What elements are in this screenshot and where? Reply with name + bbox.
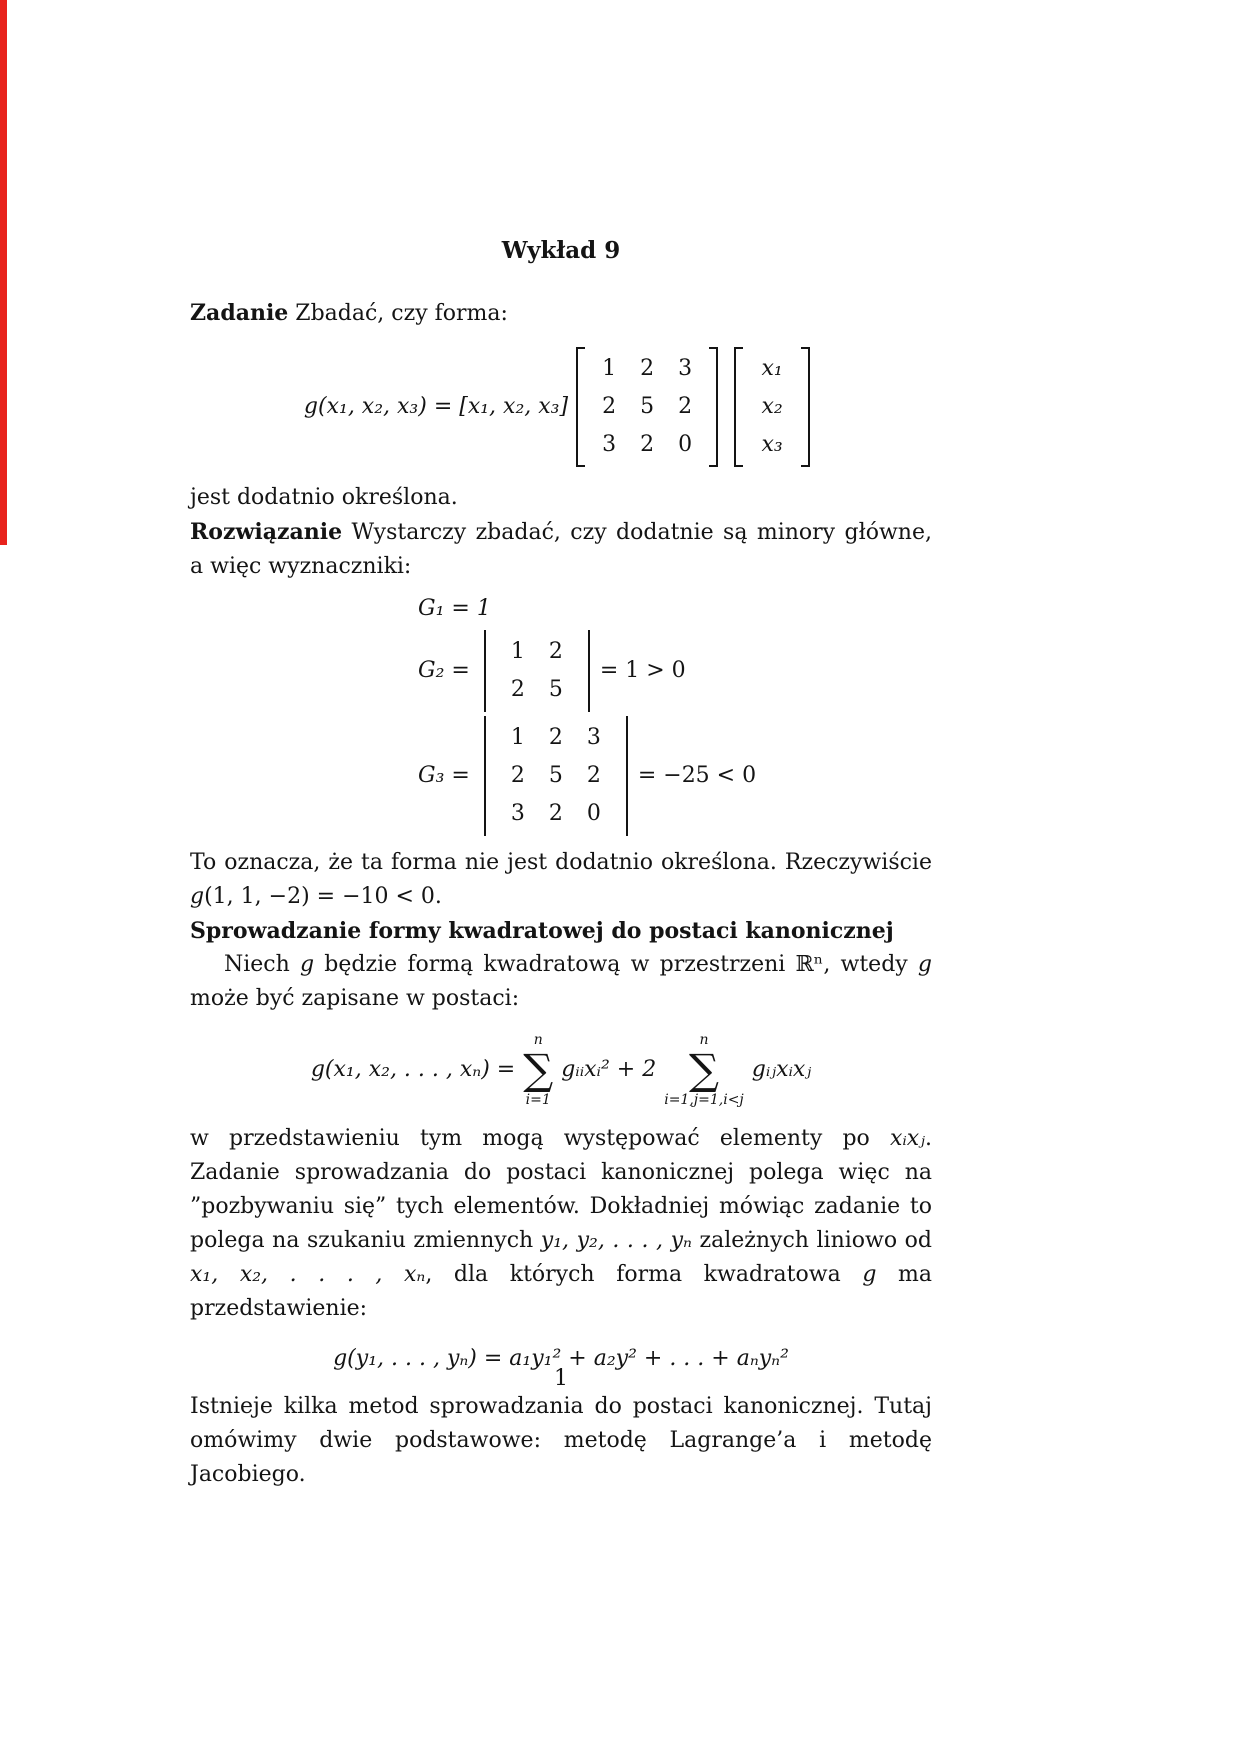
matrix-cell: 2 <box>602 394 617 419</box>
g2-lhs: G₂ = <box>418 658 470 683</box>
matrix-cell: 3 <box>510 801 525 826</box>
vector-cell: x₃ <box>761 432 783 457</box>
summation-operator <box>664 1032 744 1108</box>
sum-lower-limit: i=1 <box>525 1092 551 1108</box>
vector-cell: x₁ <box>761 356 783 381</box>
red-edge-bar <box>0 0 7 545</box>
sum-equation-lhs: g(x₁, x₂, . . . , xₙ) = <box>310 1057 516 1082</box>
determinant-grid <box>494 716 618 836</box>
left-bracket <box>576 347 585 467</box>
paragraph-oznacza: To oznacza, że ta forma nie jest dodatnio określona. Rzeczywiście g(1, 1, −2) = −10 < 0. <box>190 850 932 909</box>
right-bracket <box>801 347 810 467</box>
matrix-cell: 2 <box>548 725 563 750</box>
determinant-g3 <box>418 716 932 836</box>
page-number: 1 <box>554 1366 568 1391</box>
paragraph-rozwiazanie <box>190 515 932 584</box>
left-bracket <box>734 347 743 467</box>
paragraph-jest: jest dodatnio określona. <box>190 485 458 510</box>
lecture-title: Wykład 9 <box>501 237 621 264</box>
sum-upper-limit: n <box>699 1032 709 1048</box>
matrix-cell: 2 <box>548 639 563 664</box>
matrix-cell: 1 <box>510 725 525 750</box>
matrix-cell: 5 <box>548 677 563 702</box>
matrix-cell: 0 <box>586 801 601 826</box>
sum-lower-limit: i=1,j=1,i<j <box>664 1092 744 1108</box>
paragraph-zadanie <box>190 296 932 331</box>
matrix-cell: 5 <box>640 394 655 419</box>
g3-lhs: G₃ = <box>418 763 470 788</box>
rozwiazanie-label: Rozwiązanie <box>190 519 343 545</box>
vector-cell: x₂ <box>761 394 783 419</box>
rozwiazanie-text: Wystarczy zbadać, czy dodatnie są minory główne, a więc wyznaczniki: <box>190 520 932 579</box>
matrix-cell: 2 <box>510 677 525 702</box>
determinant-g2 <box>418 630 932 712</box>
matrix-cell: 5 <box>548 763 563 788</box>
sigma-symbol: ∑ <box>689 1045 719 1094</box>
matrix-cell: 2 <box>586 763 601 788</box>
matrix-cell: 2 <box>640 356 655 381</box>
sum-equation-mid: gᵢᵢxᵢ² + 2 <box>561 1057 657 1082</box>
determinant-3x3 <box>484 716 628 836</box>
matrix-cell: 1 <box>602 356 617 381</box>
determinant-g1 <box>418 592 932 626</box>
canonical-expression: g(y₁, . . . , yₙ) = a₁y₁² + a₂y² + . . . + aₙyₙ² <box>333 1346 789 1371</box>
g3-rhs: = −25 < 0 <box>637 763 757 788</box>
vector-grid <box>743 347 801 467</box>
sigma-symbol: ∑ <box>523 1045 554 1094</box>
matrix-cell: 2 <box>548 801 563 826</box>
matrix-cell: 2 <box>640 432 655 457</box>
matrix-cell: 3 <box>678 356 693 381</box>
column-vector <box>734 347 810 467</box>
matrix-3x3 <box>576 347 718 467</box>
g1-expression: G₁ = 1 <box>418 596 491 621</box>
equation-quadratic-form <box>190 347 932 467</box>
document-content <box>190 234 932 1492</box>
equation-lhs: g(x₁, x₂, x₃) = [x₁, x₂, x₃] <box>303 394 569 419</box>
right-bracket <box>709 347 718 467</box>
equation-sum-form <box>190 1032 932 1108</box>
determinant-grid <box>494 630 580 712</box>
paragraph-niech: Niech g będzie formą kwadratową w przestrzeni ℝⁿ, wtedy g może być zapisane w postaci: <box>190 952 932 1011</box>
zadanie-text: Zbadać, czy forma: <box>288 301 508 326</box>
matrix-cell: 3 <box>586 725 601 750</box>
zadanie-label: Zadanie <box>190 300 289 326</box>
sum-upper-limit: n <box>533 1032 543 1048</box>
matrix-cell: 3 <box>602 432 617 457</box>
matrix-cell: 2 <box>510 763 525 788</box>
determinants-block <box>418 592 932 836</box>
matrix-cell: 2 <box>678 394 693 419</box>
matrix-cell: 0 <box>678 432 693 457</box>
paragraph-istnieje: Istnieje kilka metod sprowadzania do postaci kanonicznej. Tutaj omówimy dwie podstawowe: metodę Lagrange’a i metodę Jacobiego. <box>190 1394 932 1487</box>
sum-equation-rhs: gᵢⱼxᵢxⱼ <box>751 1057 812 1082</box>
g2-rhs: = 1 > 0 <box>599 658 686 683</box>
matrix-grid <box>585 347 709 467</box>
matrix-cell: 1 <box>510 639 525 664</box>
paragraph-przedstawieniu: w przedstawieniu tym mogą występować elementy po xᵢxⱼ. Zadanie sprowadzania do postaci kanonicznej polega więc na ”pozbywaniu się” tych elementów. Dokładniej mówiąc zadanie to polega na szukaniu zmiennych y₁, y₂, . . . , yₙ zależnych liniowo od x₁, x₂, . . . , xₙ, dla których forma kwadratowa g ma przedstawienie: <box>190 1126 932 1321</box>
section-heading-kanoniczna: Sprowadzanie formy kwadratowej do postaci kanonicznej <box>190 918 894 944</box>
summation-operator <box>523 1032 553 1108</box>
determinant-2x2 <box>484 630 590 712</box>
